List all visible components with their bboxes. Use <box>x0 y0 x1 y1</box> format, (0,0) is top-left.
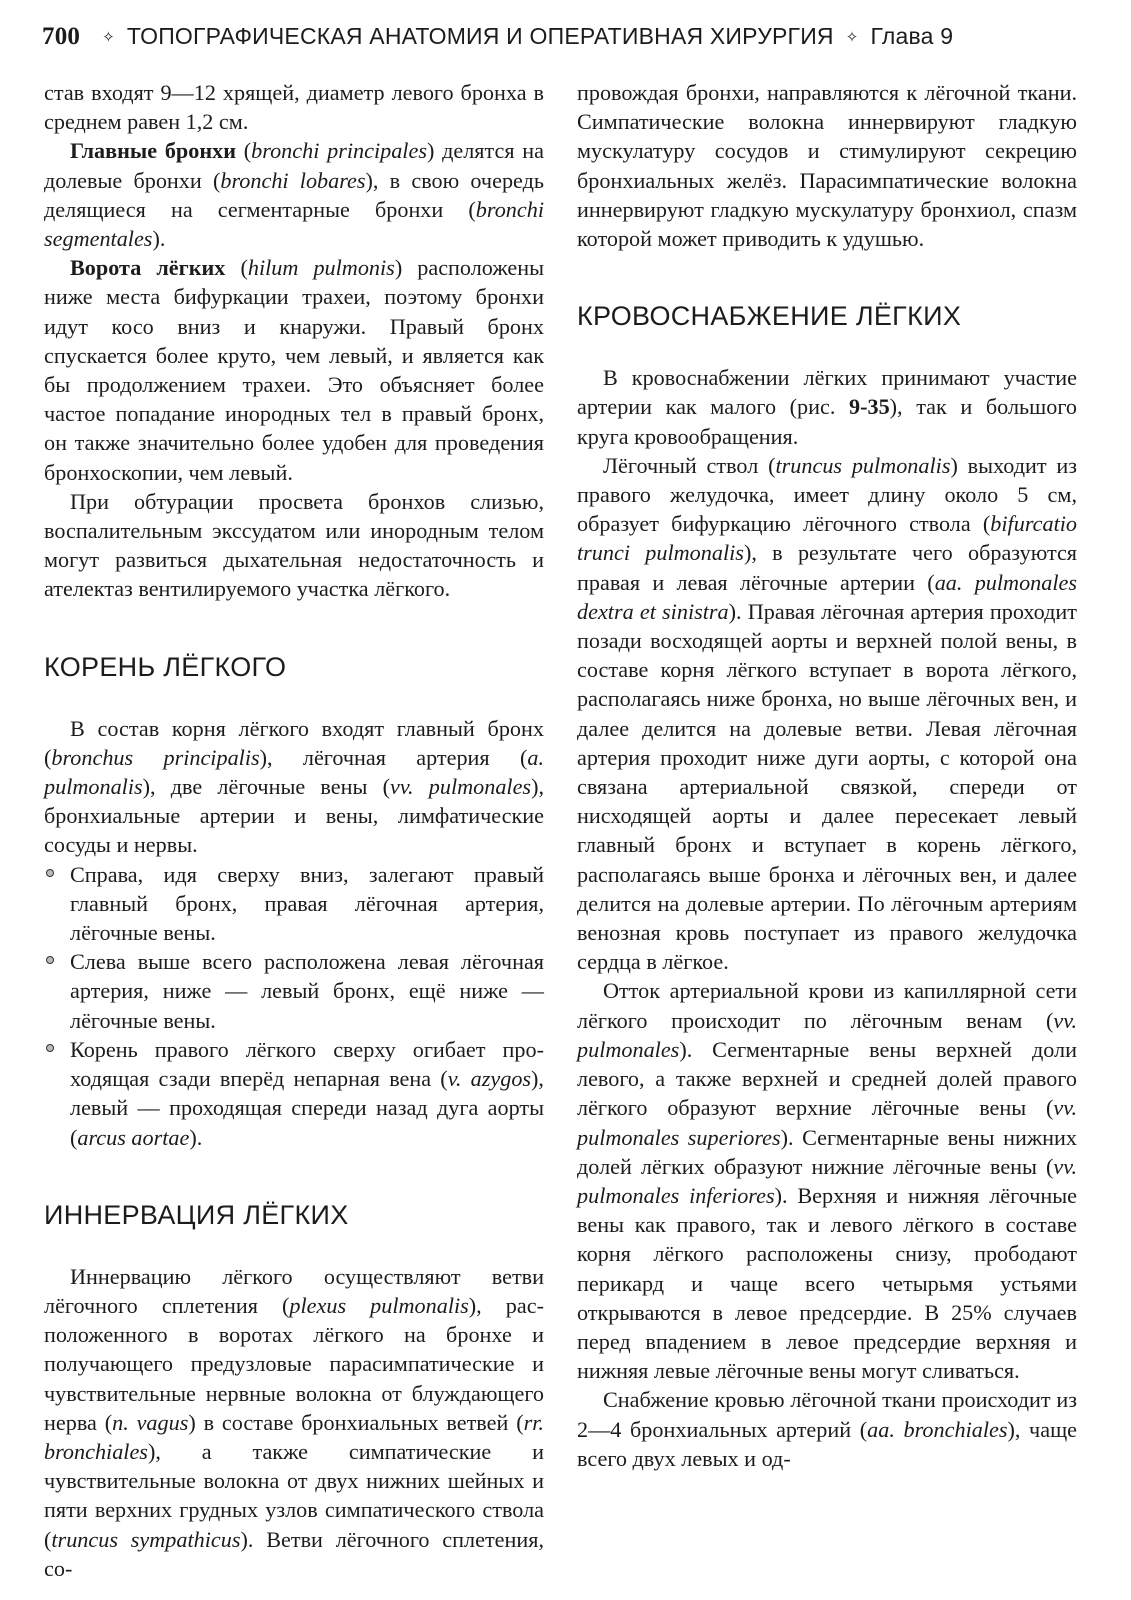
running-header <box>42 18 1092 58</box>
latin-term: vv. pulmonales inferiores <box>577 1153 1077 1208</box>
separator-icon: ✧ <box>102 29 115 46</box>
book-title: ТОПОГРАФИЧЕСКАЯ АНАТОМИЯ И ОПЕРАТИВНАЯ ХИРУРГИЯ <box>126 23 834 49</box>
right-column <box>577 78 1077 1473</box>
page-number: 700 <box>42 23 81 50</box>
latin-term: arcus aortae <box>77 1124 190 1150</box>
paragraph: Лёгочный ствол (truncus pulmonalis) выходит из правого желудочка, имеет длину около 5 см, образует бифуркацию лёгочного ствола (bifurcatio trunci pulmonalis), в результате чего образуются правая и левая лёгочные артерии (aa. pulmonales dextra et sinistra). Правая лёгочная артерия проходит позади восходящей аорты и верхней полой вены, в составе корня лёгкого вступает в ворота лёгкого, располагаясь ниже бронха, но выше лёгочных вен, и далее делится на долевые ветви. Левая лёгочная артерия проходит ниже дуги аорты, с которой она связана артериальной связкой, спереди от нисходящей аорты и далее пересекает левый главный бронх и вступает в корень лёгкого, располагаясь выше бронха и лёгочных вен, и далее делится на долевые артерии. По лёгочным артериям венозная кровь поступает из правого желудочка сердца в лёгкое. <box>577 452 1078 975</box>
bullet-icon <box>46 869 54 877</box>
separator-icon: ✧ <box>845 29 859 46</box>
latin-term: vv. pulmonales <box>389 774 532 800</box>
term: Ворота лёгких <box>70 255 226 281</box>
section-heading: ИННЕРВАЦИЯ ЛЁГКИХ <box>44 1199 349 1230</box>
latin-term: bronchi lobares <box>220 167 366 193</box>
paragraph: Отток артериальной крови из капиллярной сети лёгкого происходит по лёгочным венам (vv. pulmonales). Сегментарные вены верхней доли левого, а также верхней и средней долей правого лёгкого образуют верхние лёгочные вены (vv. pulmonales superiores). Сегментарные вены нижних долей лёгких образуют нижние лёгочные вены (vv. pulmonales inferiores). Верхняя и нижняя лёгочные вены как правого, так и левого лёгкого в составе корня лёгкого расположены снизу, прободают перикард и чаще всего четырьмя устьями открываются в левое предсердие. В 25% случаев перед впадением в левое предсердие верхняя и нижняя левые лёгочные вены могут сливаться. <box>577 978 1077 1384</box>
latin-term: n. vagus <box>112 1409 189 1435</box>
latin-term: vv. pulmonales <box>577 1007 1077 1062</box>
left-column <box>44 78 544 1583</box>
latin-term: plexus pulmonalis <box>289 1292 469 1318</box>
chapter-label: Глава 9 <box>870 23 954 49</box>
latin-term: truncus sympathicus <box>51 1526 241 1552</box>
latin-term: truncus pulmonalis <box>775 452 951 478</box>
latin-term: aa. pulmonales dextra et sinistra <box>577 569 1078 624</box>
list-item: Корень правого лёгкого сверху огибает проходящая сзади вперёд непарная вена (v. azygos), левый — проходящая спереди назад дуга аорты (arcus aortae). <box>44 1035 544 1152</box>
latin-term: bronchus principalis <box>51 744 260 770</box>
figure-reference: 9-35 <box>849 394 890 420</box>
latin-term: bifurcatio trunci pulmonalis <box>577 511 1077 566</box>
bullet-list <box>44 860 544 1152</box>
paragraph: При обтурации просвета бронхов слизью, воспалительным экссудатом или инородным телом могут развиться дыхательная недостаточность и ателектаз вентилируемого участка лёгкого. <box>44 488 544 602</box>
bullet-icon <box>46 1044 54 1052</box>
latin-term: aa. bronchiales <box>867 1416 1008 1442</box>
latin-term: vv. pulmonales superiores <box>577 1095 1077 1150</box>
latin-term: v. azygos <box>447 1066 532 1092</box>
paragraph: Снабжение кровью лёгочной ткани происходит из 2—4 бронхиальных артерий (aa. bronchiales), чаще всего двух левых и од- <box>577 1387 1077 1471</box>
section-heading: КОРЕНЬ ЛЁГКОГО <box>44 651 287 682</box>
list-item: Справа, идя сверху вниз, залегают правый главный бронх, правая лёгочная артерия, лёгочные вены. <box>44 860 544 948</box>
latin-term: hilum pulmonis <box>247 255 395 281</box>
latin-term: a. pulmonalis <box>44 744 544 800</box>
paragraph: провождая бронхи, направляются к лёгочной ткани. Симпатические волокна иннервируют гладкую мускулатуру сосудов и стимулируют секрецию бронхиальных желёз. Парасимпатические волокна иннервируют гладкую мускулатуру бронхиол, спазм которой может приводить к удушью. <box>577 80 1077 252</box>
section-heading: КРОВОСНАБЖЕНИЕ ЛЁГКИХ <box>577 301 962 332</box>
latin-term: bronchi principales <box>251 138 427 164</box>
paragraph: Ворота лёгких (hilum pulmonis) расположены ниже места бифуркации трахеи, поэтому бронхи идут косо вниз и кнаружи. Правый бронх спускается более круто, чем левый, и является как бы продолжением трахеи. Это объясняет более частое попадание инородных тел в правый бронх, он также значительно более удобен для проведения бронхоскопии, чем левый. <box>44 255 544 485</box>
paragraph: В состав корня лёгкого входят главный бронх (bronchus principalis), лёгочная артерия (a. pulmonalis), две лёгочные вены (vv. pulmonales), бронхиальные артерии и вены, лимфатические сосуды и нервы. <box>44 715 544 858</box>
latin-term: rr. bronchiales <box>44 1409 544 1464</box>
latin-term: bronchi segmentales <box>44 196 544 252</box>
paragraph: Главные бронхи (bronchi principales) делятся на долевые бронхи (bronchi lobares), в свою очередь делящиеся на сегментарные бронхи (bronchi segmentales). <box>44 138 544 252</box>
list-item: Слева выше всего расположена левая лёгочная артерия, ниже — левый бронх, ещё ниже — лёгочные вены. <box>44 947 544 1035</box>
paragraph: Иннервацию лёгкого осуществляют ветви лёгочного сплетения (plexus pulmonalis), расположенного в воротах лёгкого на бронхе и получающего предузловые парасимпатические и чувствительные нервные волокна от блуждающего нерва (n. vagus) в составе бронхиальных ветвей (rr. bronchiales), а также симпатические и чувствительные волокна от двух нижних шейных и пяти верхних грудных узлов симпатического ствола (truncus sympathicus). Ветви лёгочного сплетения, со- <box>44 1263 544 1581</box>
paragraph: став входят 9—12 хрящей, диаметр левого бронха в среднем равен 1,2 см. <box>44 80 544 135</box>
bullet-icon <box>46 956 54 964</box>
paragraph: В кровоснабжении лёгких принимают участие артерии как малого (рис. 9-35), так и большого круга кровообращения. <box>577 365 1077 449</box>
term: Главные бронхи <box>70 138 237 164</box>
